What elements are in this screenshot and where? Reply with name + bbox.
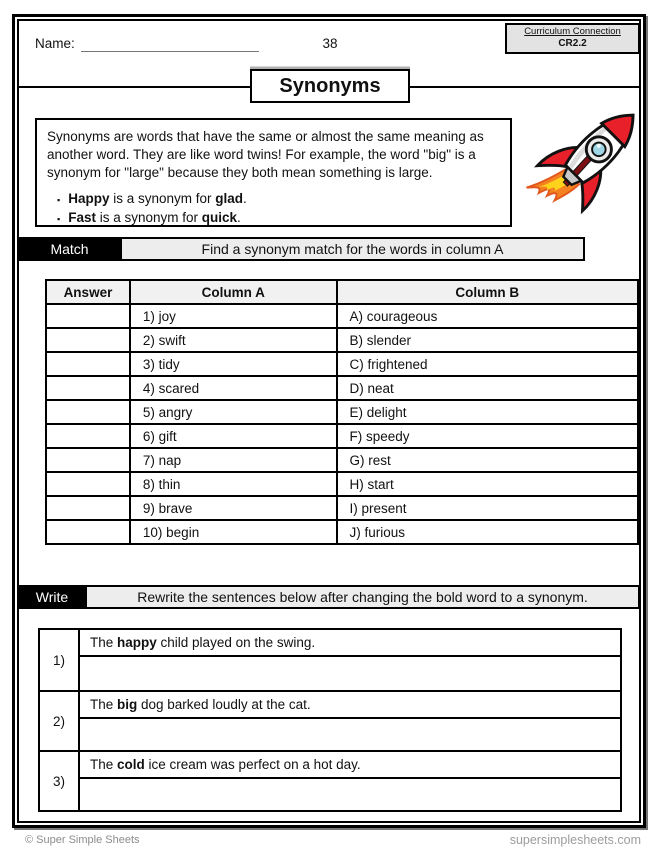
column-b-word: D) neat bbox=[337, 376, 638, 400]
match-section-bar bbox=[19, 237, 585, 261]
website-link[interactable]: supersimplesheets.com bbox=[509, 833, 641, 847]
square-bullet-icon: ▪ bbox=[57, 194, 61, 205]
name-label: Name: bbox=[35, 36, 75, 51]
worksheet-inner-frame bbox=[17, 19, 641, 823]
answer-cell[interactable] bbox=[46, 304, 130, 328]
write-row bbox=[40, 750, 620, 810]
table-row bbox=[46, 376, 638, 400]
square-bullet-icon: ▪ bbox=[57, 214, 61, 225]
answer-cell[interactable] bbox=[46, 352, 130, 376]
write-sentence: The happy child played on the swing. bbox=[80, 630, 620, 657]
answer-cell[interactable] bbox=[46, 376, 130, 400]
table-row bbox=[46, 448, 638, 472]
answer-cell[interactable] bbox=[46, 328, 130, 352]
write-row-number: 1) bbox=[40, 630, 80, 690]
column-a-word: 10) begin bbox=[130, 520, 337, 544]
column-b-word: G) rest bbox=[337, 448, 638, 472]
table-row bbox=[46, 424, 638, 448]
table-row bbox=[46, 328, 638, 352]
page-title: Synonyms bbox=[250, 69, 410, 103]
column-a-word: 2) swift bbox=[130, 328, 337, 352]
column-a-word: 3) tidy bbox=[130, 352, 337, 376]
answer-cell[interactable] bbox=[46, 448, 130, 472]
table-row bbox=[46, 472, 638, 496]
column-b-word: H) start bbox=[337, 472, 638, 496]
name-input-line[interactable] bbox=[81, 35, 259, 52]
column-a-word: 4) scared bbox=[130, 376, 337, 400]
rocket-illustration bbox=[524, 113, 652, 227]
match-label: Match bbox=[19, 237, 120, 261]
answer-cell[interactable] bbox=[46, 520, 130, 544]
column-b-word: J) furious bbox=[337, 520, 638, 544]
column-b-word: E) delight bbox=[337, 400, 638, 424]
curriculum-connection-badge bbox=[505, 23, 640, 54]
definition-box bbox=[35, 118, 512, 227]
column-a-word: 1) joy bbox=[130, 304, 337, 328]
table-row bbox=[46, 496, 638, 520]
write-row bbox=[40, 690, 620, 750]
write-row-number: 3) bbox=[40, 752, 80, 810]
match-table-header-row bbox=[46, 280, 638, 304]
table-row bbox=[46, 520, 638, 544]
column-b-word: C) frightened bbox=[337, 352, 638, 376]
curriculum-connection-label: Curriculum Connection bbox=[524, 26, 621, 38]
column-b-word: F) speedy bbox=[337, 424, 638, 448]
write-label: Write bbox=[19, 585, 85, 609]
answer-cell[interactable] bbox=[46, 424, 130, 448]
column-a-word: 8) thin bbox=[130, 472, 337, 496]
column-header-b: Column B bbox=[337, 280, 638, 304]
column-a-word: 7) nap bbox=[130, 448, 337, 472]
example-text: Fast is a synonym for quick. bbox=[68, 210, 241, 226]
write-instruction: Rewrite the sentences below after changing the bold word to a synonym. bbox=[85, 585, 640, 609]
example-bullet bbox=[47, 208, 500, 227]
match-instruction: Find a synonym match for the words in column A bbox=[120, 237, 585, 261]
column-header-a: Column A bbox=[130, 280, 337, 304]
write-sentence: The cold ice cream was perfect on a hot day. bbox=[80, 752, 620, 779]
example-text: Happy is a synonym for glad. bbox=[68, 190, 247, 206]
answer-cell[interactable] bbox=[46, 472, 130, 496]
curriculum-code: CR2.2 bbox=[558, 38, 587, 50]
write-row-number: 2) bbox=[40, 692, 80, 750]
copyright-text: © Super Simple Sheets bbox=[25, 834, 140, 846]
column-a-word: 5) angry bbox=[130, 400, 337, 424]
definition-paragraph: Synonyms are words that have the same or almost the same meaning as another word. They are like word twins! For example, the word "big" is a synonym for "large" because they both mean something is large. bbox=[47, 129, 484, 180]
write-table bbox=[38, 628, 622, 812]
write-section-bar bbox=[19, 585, 640, 609]
rocket-icon bbox=[524, 113, 652, 227]
column-a-word: 6) gift bbox=[130, 424, 337, 448]
column-header-answer: Answer bbox=[46, 280, 130, 304]
worksheet-page bbox=[12, 14, 646, 828]
column-b-word: A) courageous bbox=[337, 304, 638, 328]
table-row bbox=[46, 400, 638, 424]
write-row bbox=[40, 630, 620, 690]
page-number: 38 bbox=[322, 36, 338, 51]
answer-cell[interactable] bbox=[46, 400, 130, 424]
answer-writing-area[interactable] bbox=[80, 657, 620, 690]
column-b-word: I) present bbox=[337, 496, 638, 520]
column-a-word: 9) brave bbox=[130, 496, 337, 520]
write-sentence: The big dog barked loudly at the cat. bbox=[80, 692, 620, 719]
column-b-word: B) slender bbox=[337, 328, 638, 352]
table-row bbox=[46, 304, 638, 328]
example-bullets bbox=[47, 189, 500, 227]
table-row bbox=[46, 352, 638, 376]
answer-writing-area[interactable] bbox=[80, 719, 620, 750]
answer-cell[interactable] bbox=[46, 496, 130, 520]
match-table bbox=[45, 279, 639, 545]
answer-writing-area[interactable] bbox=[80, 779, 620, 810]
example-bullet bbox=[47, 189, 500, 208]
